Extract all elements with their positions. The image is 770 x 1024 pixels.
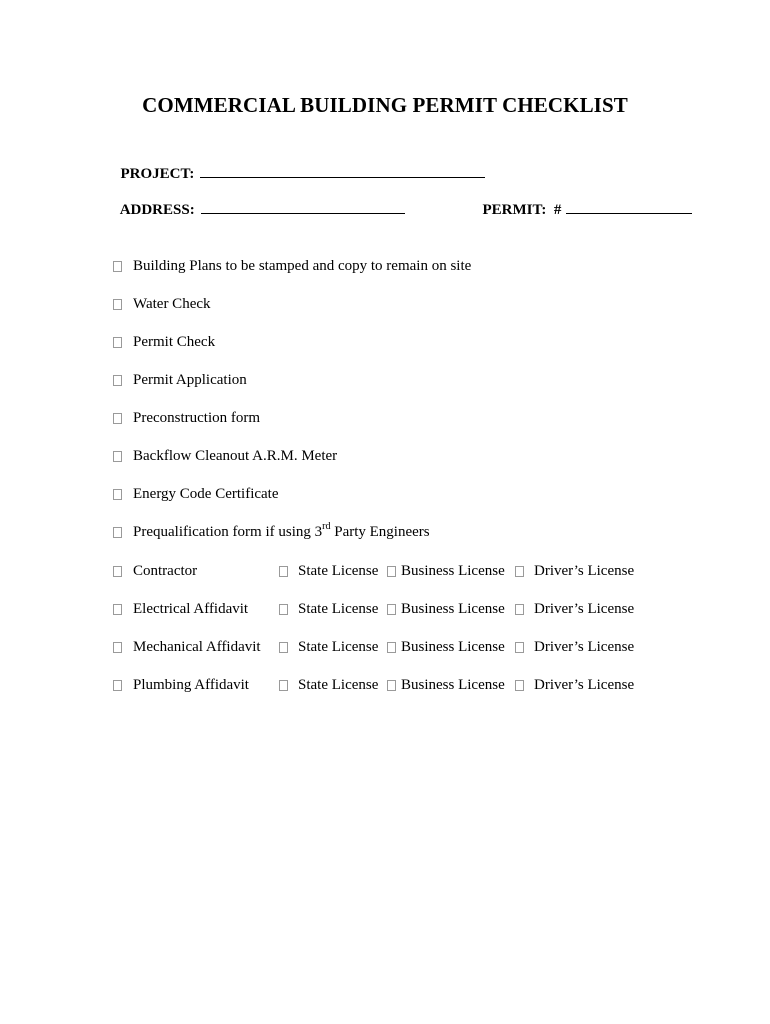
state-license-label: State License xyxy=(298,638,379,655)
permit-label: PERMIT: # xyxy=(482,202,562,218)
state-license-option xyxy=(279,599,378,619)
license-row-mechanical xyxy=(113,637,261,657)
address-label: ADDRESS: xyxy=(119,202,195,218)
business-license-label: Business License xyxy=(401,676,505,693)
checklist-item-label: Prequalification form if using 3rd Party Engineers xyxy=(133,520,430,540)
project-label: PROJECT: xyxy=(120,166,195,182)
business-license-label: Business License xyxy=(401,638,505,655)
business-license-label: Business License xyxy=(401,600,505,617)
drivers-license-label: Driver’s License xyxy=(534,676,635,693)
checkbox[interactable] xyxy=(113,489,122,500)
project-field xyxy=(113,146,485,183)
checklist-item-label: Permit Application xyxy=(133,371,247,388)
drivers-license-option xyxy=(515,599,634,619)
license-row-label: Contractor xyxy=(133,562,198,579)
checkbox[interactable] xyxy=(387,604,396,615)
business-license-option xyxy=(387,675,505,695)
address-field xyxy=(113,182,405,219)
checkbox[interactable] xyxy=(387,642,396,653)
checkbox[interactable] xyxy=(113,299,122,310)
document-title: COMMERCIAL BUILDING PERMIT CHECKLIST xyxy=(142,93,628,117)
checkbox[interactable] xyxy=(515,604,524,615)
checklist-item-label: Preconstruction form xyxy=(133,409,261,426)
business-license-option xyxy=(387,561,505,581)
checkbox[interactable] xyxy=(113,604,122,615)
license-row-label: Plumbing Affidavit xyxy=(133,676,249,693)
checkbox[interactable] xyxy=(515,680,524,691)
checklist-item-label: Water Check xyxy=(133,295,211,312)
drivers-license-label: Driver’s License xyxy=(534,638,635,655)
checklist-item xyxy=(113,408,260,428)
checkbox[interactable] xyxy=(113,566,122,577)
checklist-item xyxy=(113,370,247,390)
project-blank-line[interactable] xyxy=(200,163,485,178)
license-row-label: Mechanical Affidavit xyxy=(133,638,261,655)
checkbox[interactable] xyxy=(113,375,122,386)
checklist-item xyxy=(113,332,215,352)
checklist-item xyxy=(113,484,279,504)
checkbox[interactable] xyxy=(279,566,288,577)
business-license-option xyxy=(387,599,505,619)
drivers-license-label: Driver’s License xyxy=(534,600,635,617)
checkbox[interactable] xyxy=(113,680,122,691)
checklist-item-label: Building Plans to be stamped and copy to remain on site xyxy=(133,257,472,274)
checkbox[interactable] xyxy=(113,337,122,348)
checkbox[interactable] xyxy=(279,642,288,653)
checklist-item xyxy=(113,446,337,466)
drivers-license-option xyxy=(515,675,634,695)
license-row-contractor xyxy=(113,561,197,581)
permit-blank-line[interactable] xyxy=(566,199,692,214)
business-license-option xyxy=(387,637,505,657)
address-blank-line[interactable] xyxy=(201,199,405,214)
state-license-option xyxy=(279,675,378,695)
permit-field xyxy=(475,182,692,219)
checklist-item xyxy=(113,294,211,314)
checkbox[interactable] xyxy=(113,527,122,538)
checklist-item-prequalification xyxy=(113,522,430,542)
checkbox[interactable] xyxy=(387,566,396,577)
checklist-item-label: Energy Code Certificate xyxy=(133,485,279,502)
checkbox[interactable] xyxy=(113,642,122,653)
checkbox[interactable] xyxy=(113,413,122,424)
checkbox[interactable] xyxy=(279,680,288,691)
drivers-license-label: Driver’s License xyxy=(534,562,635,579)
state-license-label: State License xyxy=(298,562,379,579)
checkbox[interactable] xyxy=(515,566,524,577)
checkbox[interactable] xyxy=(279,604,288,615)
state-license-label: State License xyxy=(298,676,379,693)
drivers-license-option xyxy=(515,561,634,581)
checklist-item-label: Permit Check xyxy=(133,333,216,350)
checklist-item-label: Backflow Cleanout A.R.M. Meter xyxy=(133,447,338,464)
state-license-label: State License xyxy=(298,600,379,617)
checkbox[interactable] xyxy=(113,261,122,272)
license-row-label: Electrical Affidavit xyxy=(133,600,249,617)
drivers-license-option xyxy=(515,637,634,657)
checkbox[interactable] xyxy=(387,680,396,691)
state-license-option xyxy=(279,637,378,657)
license-row-electrical xyxy=(113,599,248,619)
checkbox[interactable] xyxy=(113,451,122,462)
checkbox[interactable] xyxy=(515,642,524,653)
state-license-option xyxy=(279,561,378,581)
business-license-label: Business License xyxy=(401,562,505,579)
checklist-item xyxy=(113,256,471,276)
license-row-plumbing xyxy=(113,675,249,695)
